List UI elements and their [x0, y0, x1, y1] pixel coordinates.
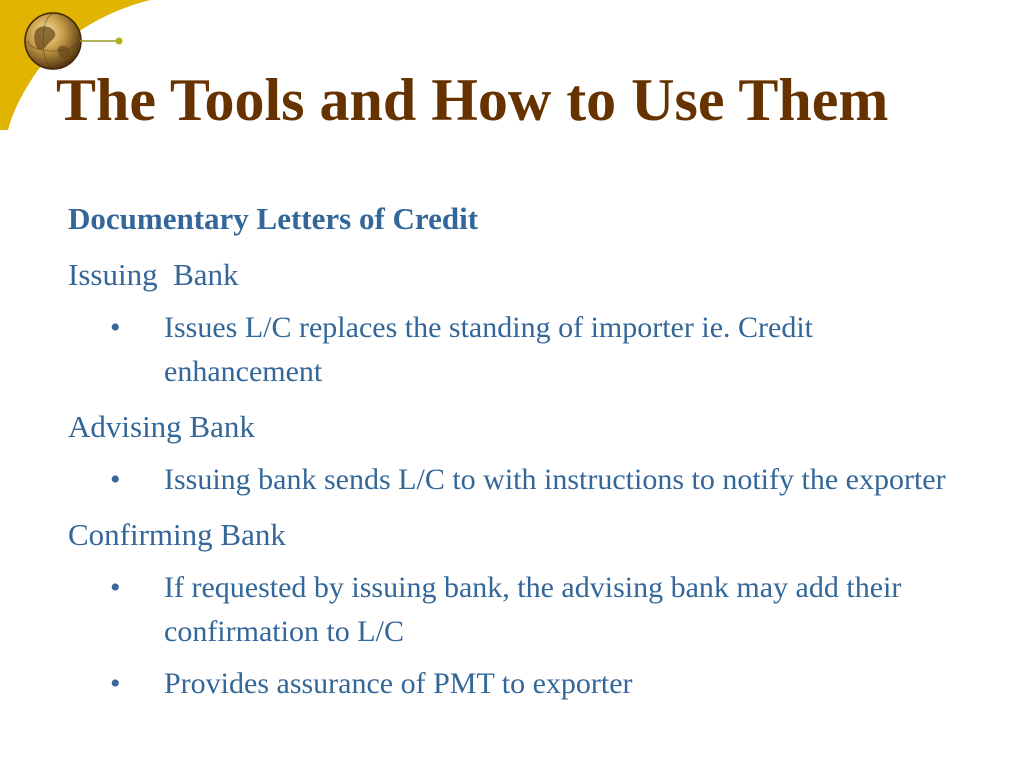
advising-bank-label: Advising Bank — [68, 409, 255, 444]
section-heading: Documentary Letters of Credit — [68, 201, 479, 236]
bullet-item — [68, 458, 968, 502]
bullet-text: Issues L/C replaces the standing of importer ie. Credit enhancement — [164, 311, 813, 388]
bullet-item — [68, 566, 968, 654]
bullet-item — [68, 662, 968, 706]
bullet-icon: • — [110, 463, 121, 496]
bullet-icon: • — [110, 667, 121, 700]
bullet-icon: • — [110, 311, 121, 344]
bullet-icon: • — [110, 571, 121, 604]
slide-body — [68, 196, 968, 706]
pin-icon — [80, 38, 123, 45]
slide-title: The Tools and How to Use Them — [56, 67, 889, 133]
bullet-text: Issuing bank sends L/C to with instructions to notify the exporter — [164, 463, 946, 496]
confirming-bank-label: Confirming Bank — [68, 517, 286, 552]
bullet-text: If requested by issuing bank, the advising bank may add their confirmation to L/C — [164, 571, 902, 648]
issuing-bank-label: Issuing Bank — [68, 257, 239, 292]
bullet-text: Provides assurance of PMT to exporter — [164, 667, 633, 700]
bullet-item — [68, 306, 968, 394]
